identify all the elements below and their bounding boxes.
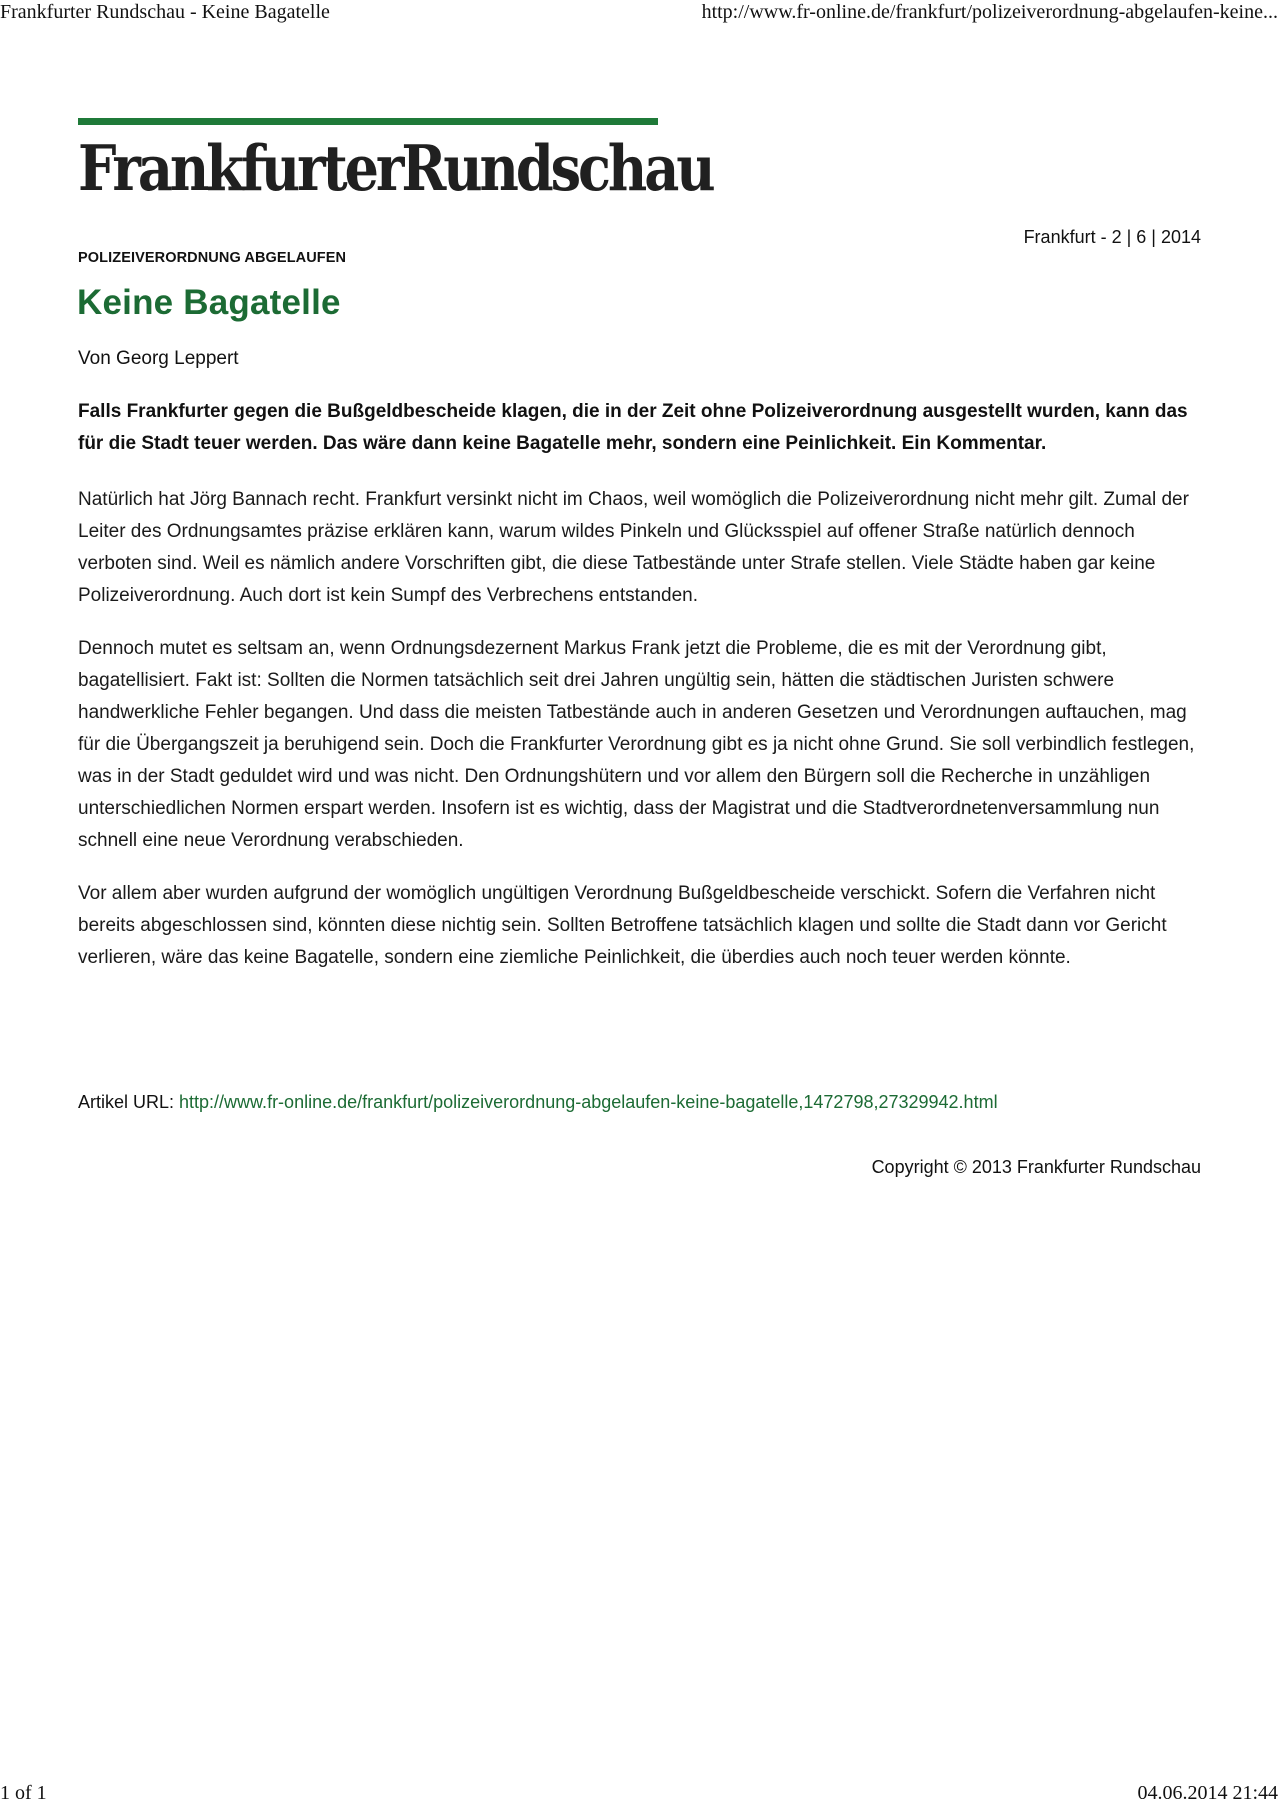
article-paragraph: Natürlich hat Jörg Bannach recht. Frankfurt versinkt nicht im Chaos, weil womöglich die Polizeiverordnung nicht mehr gilt. Zumal der Leiter des Ordnungsamtes präzise erklären kann, warum wildes Pinkeln und Glücksspiel auf offener Straße natürlich dennoch verboten sind. Weil es nämlich andere Vorschriften gibt, die diese Tatbestände unter Strafe stellen. Viele Städte haben gar keine Polizeiverordnung. Auch dort ist kein Sumpf des Verbrechens entstanden. [78,489,1189,606]
article-byline: Von Georg Leppert [78,348,239,369]
print-header-title: Frankfurter Rundschau - Keine Bagatelle [0,1,330,23]
article-paragraph: Dennoch mutet es seltsam an, wenn Ordnungsdezernent Markus Frank jetzt die Probleme, die es mit der Verordnung gibt, bagatellisiert. Fakt ist: Sollten die Normen tatsächlich seit drei Jahren ungültig sein, hätten die städtischen Juristen schwere handwerkliche Fehler begangen. Und dass die meisten Tatbestände auch in anderen Gesetzen und Verordnungen auftauchen, mag für die Übergangszeit ja beruhigend sein. Doch die Frankfurter Verordnung gibt es ja nicht ohne Grund. Sie soll verbindlich festlegen, was in der Stadt geduldet wird und was nicht. Den Ordnungshütern und vor allem den Bürgern soll die Recherche in unzähligen unterschiedlichen Normen erspart werden. Insofern ist es wichtig, dass der Magistrat und die Stadtverordnetenversammlung nun schnell eine neue Verordnung verabschieden. [78,638,1195,851]
article-paragraph: Vor allem aber wurden aufgrund der womöglich ungültigen Verordnung Bußgeldbescheide verschickt. Sofern die Verfahren nicht bereits abgeschlossen sind, könnten diese nichtig sein. Sollten Betroffene tatsächlich klagen und sollte die Stadt dann vor Gericht verlieren, wäre das keine Bagatelle, sondern eine ziemliche Peinlichkeit, die überdies auch noch teuer werden könnte. [78,883,1167,968]
article-url-line [78,1092,998,1113]
print-footer-timestamp: 04.06.2014 21:44 [1137,1782,1278,1804]
masthead-accent-bar [78,118,658,125]
article-lead: Falls Frankfurter gegen die Bußgeldbescheide klagen, die in der Zeit ohne Polizeiverordnung ausgestellt wurden, kann das für die Stadt teuer werden. Das wäre dann keine Bagatelle mehr, sondern eine Peinlichkeit. Ein Kommentar. [78,401,1188,454]
article-dateline: Frankfurt - 2 | 6 | 2014 [1023,227,1201,247]
newspaper-logo: FrankfurterRundschau [78,131,713,205]
print-footer-page: 1 of 1 [0,1782,47,1804]
article-headline: Keine Bagatelle [77,283,341,322]
article-body [78,396,1204,995]
article-url-label: Artikel URL: [78,1092,180,1112]
copyright-notice: Copyright © 2013 Frankfurter Rundschau [871,1157,1201,1177]
print-header-url: http://www.fr-online.de/frankfurt/polizeiverordnung-abgelaufen-keine... [701,1,1278,23]
article-url-link[interactable]: http://www.fr-online.de/frankfurt/polizeiverordnung-abgelaufen-keine-bagatelle,1472798,27329942.html [179,1092,998,1112]
masthead [78,118,713,205]
article-kicker: POLIZEIVERORDNUNG ABGELAUFEN [78,250,347,266]
